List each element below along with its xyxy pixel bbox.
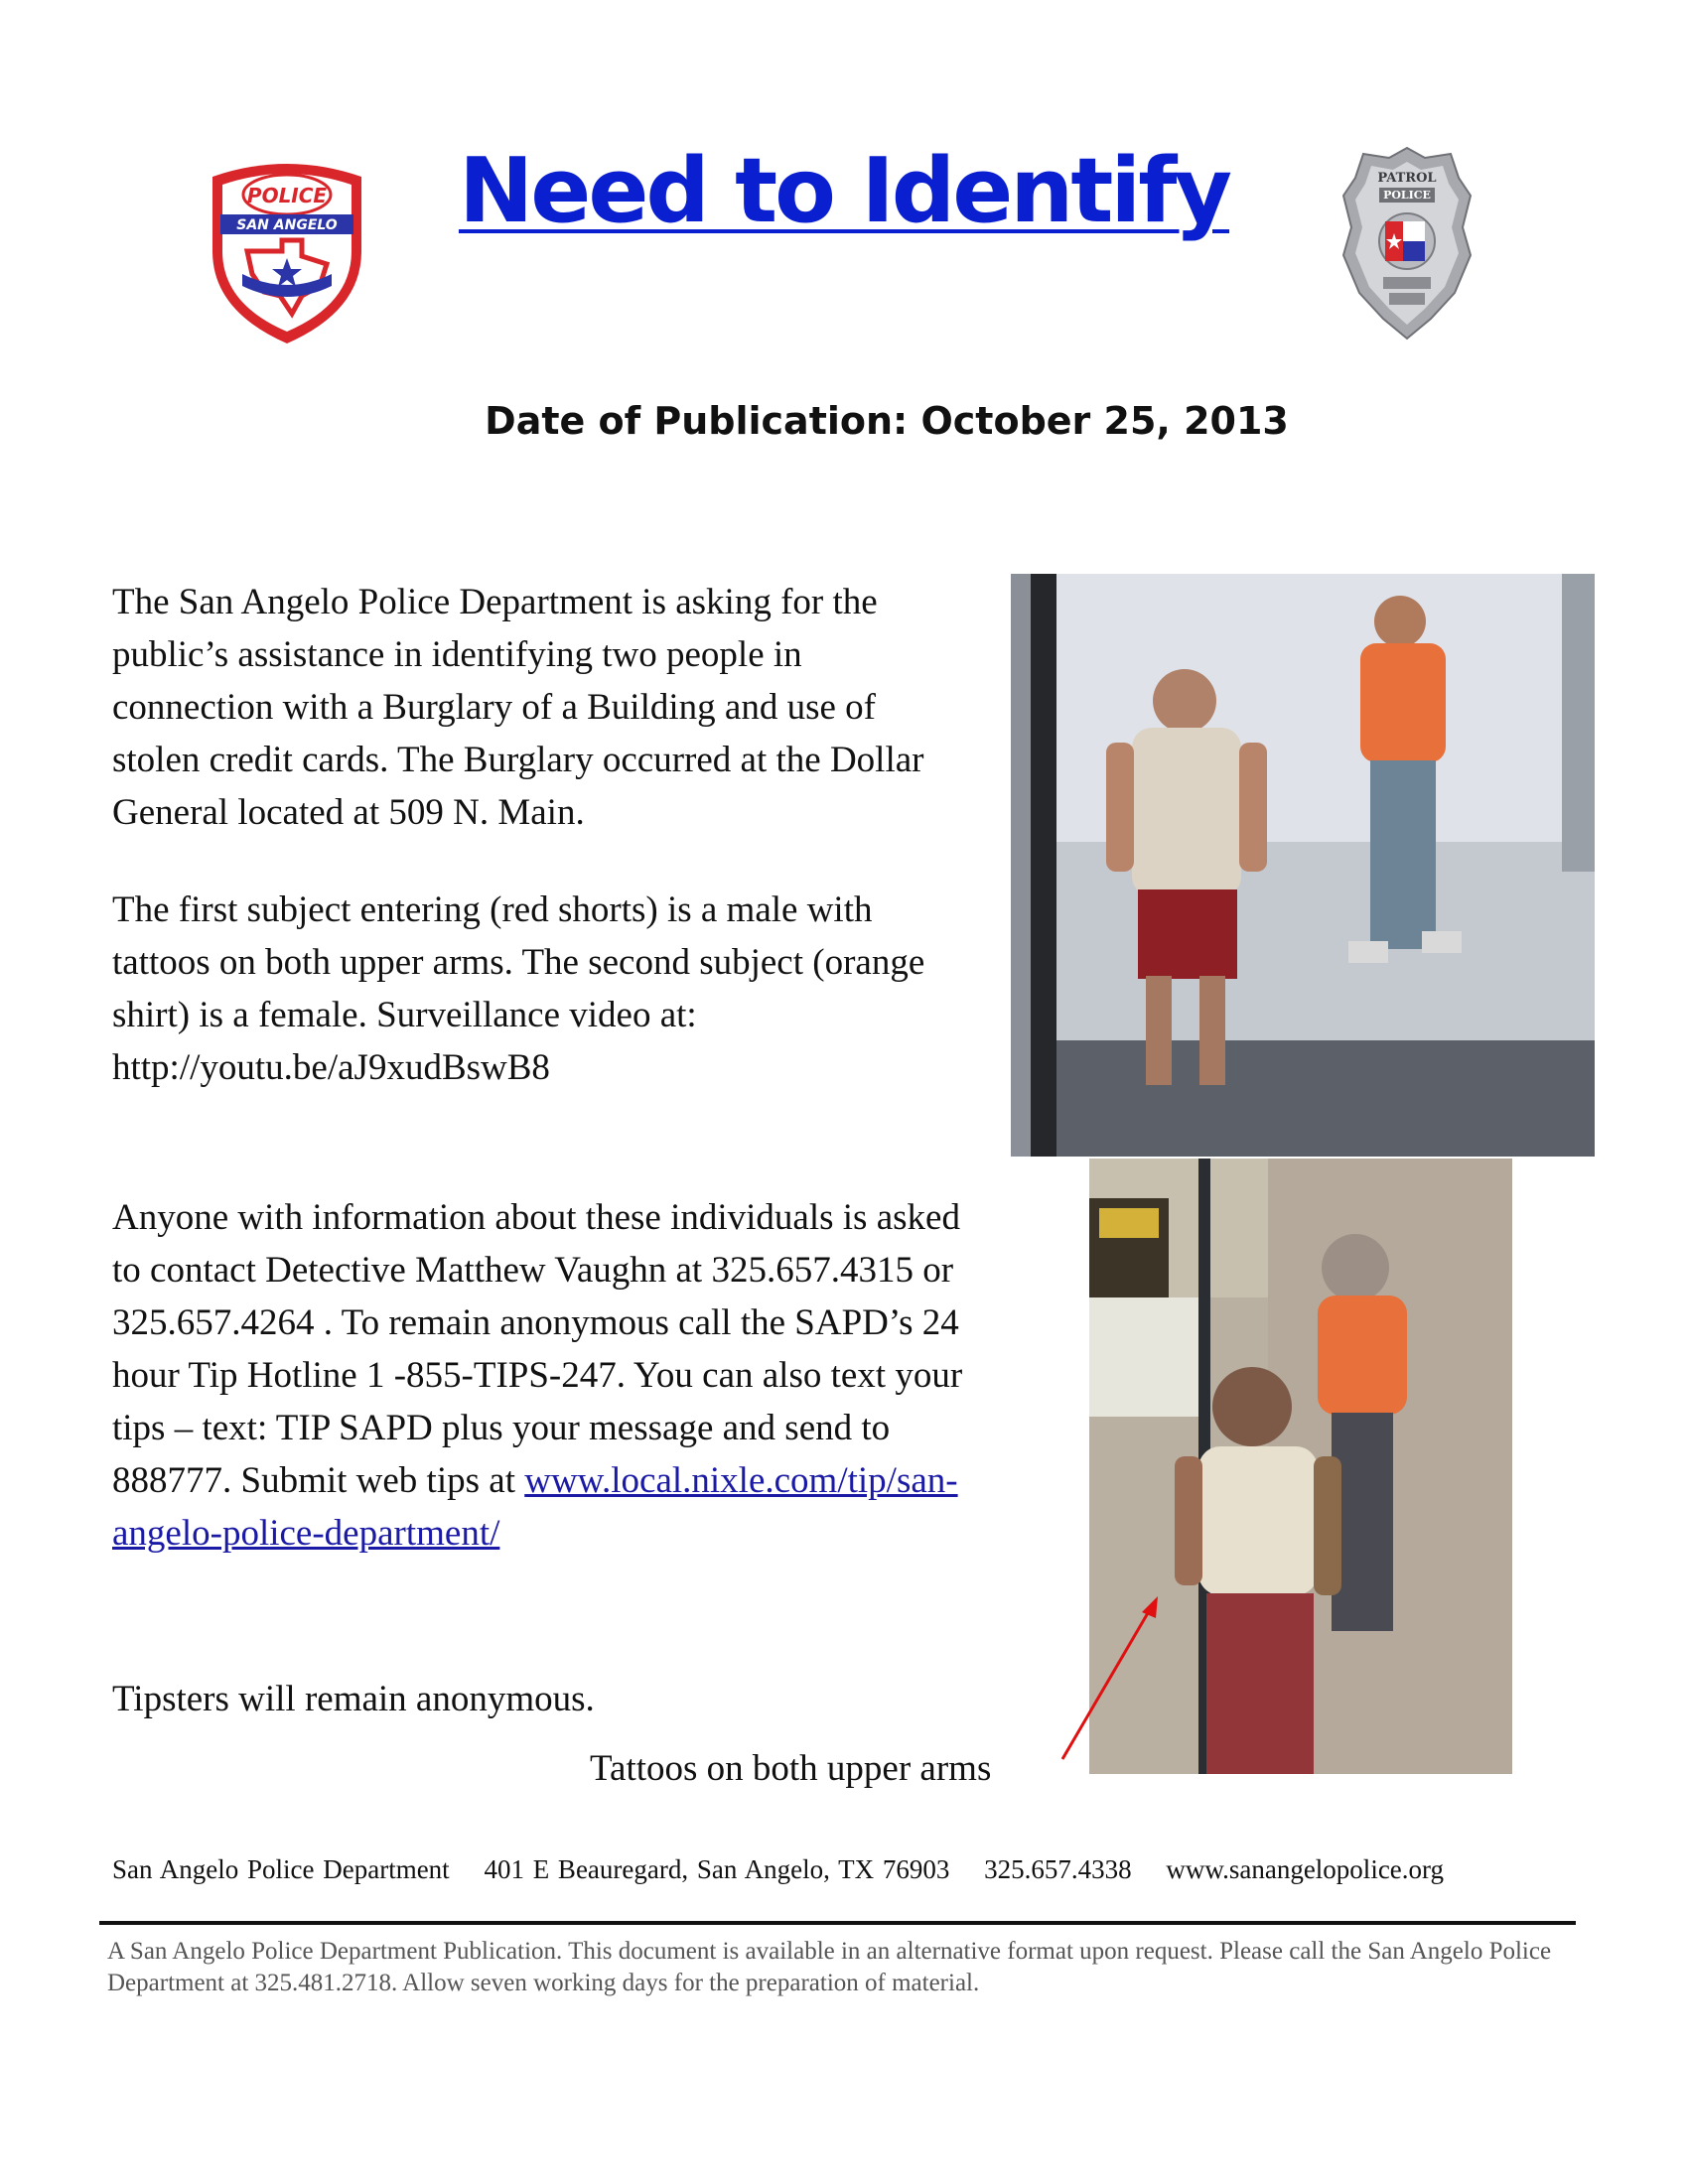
anonymity-note: Tipsters will remain anonymous. <box>112 1679 595 1719</box>
footer-disclaimer: A San Angelo Police Department Publication. This document is available in an alternative format upon request. Please call the San Angelo Police Department at 325.481.2718. Allow seven working days for the preparation of material. <box>107 1938 1552 1996</box>
red-arrow-icon <box>1053 1588 1172 1767</box>
page-title: Need to Identify <box>458 139 1230 243</box>
logo-left-line1: POLICE <box>246 184 328 207</box>
publication-date: Date of Publication: October 25, 2013 <box>485 399 1289 443</box>
footer-contact-line <box>112 1854 1582 1885</box>
logo-right-line2: POLICE <box>1383 189 1431 202</box>
web-tips-link[interactable]: www.local.nixle.com/tip/san-angelo-police-department/ <box>112 1460 958 1554</box>
patrol-badge-icon <box>1339 144 1475 342</box>
subjects-paragraph: The first subject entering (red shorts) is a male with tattoos on both upper arms. The second subject (orange shirt) is a female. Surveillance video at: http://youtu.be/aJ9xudBswB8 <box>112 889 925 1088</box>
footer-org: San Angelo Police Department <box>112 1854 450 1884</box>
footer-address: 401 E Beauregard, San Angelo, TX 76903 <box>484 1854 950 1884</box>
surveillance-photo-1 <box>1011 574 1595 1157</box>
logo-left-line2: SAN ANGELO <box>236 217 338 233</box>
footer-divider <box>99 1921 1576 1925</box>
contact-text: Anyone with information about these individuals is asked to contact Detective Matthew Vaughn at 325.657.4315 or 325.657.4264 . To remain anonymous call the SAPD’s 24 hour Tip Hotline 1 -855-TIPS-247. You can also text your tips – text: TIP SAPD plus your message and send to 888777. Submit web tips at <box>112 1197 963 1501</box>
contact-paragraph <box>112 1191 966 1560</box>
footer-phone: 325.657.4338 <box>984 1854 1132 1884</box>
logo-right-line1: PATROL <box>1377 171 1437 186</box>
tattoo-caption: Tattoos on both upper arms <box>590 1748 992 1789</box>
footer-website: www.sanangelopolice.org <box>1166 1854 1445 1884</box>
description-paragraph: The San Angelo Police Department is asking for the public’s assistance in identifying two people in connection with a Burglary of a Building and use of stolen credit cards. The Burglary occurred at the Dollar General located at 509 N. Main. <box>112 582 924 833</box>
